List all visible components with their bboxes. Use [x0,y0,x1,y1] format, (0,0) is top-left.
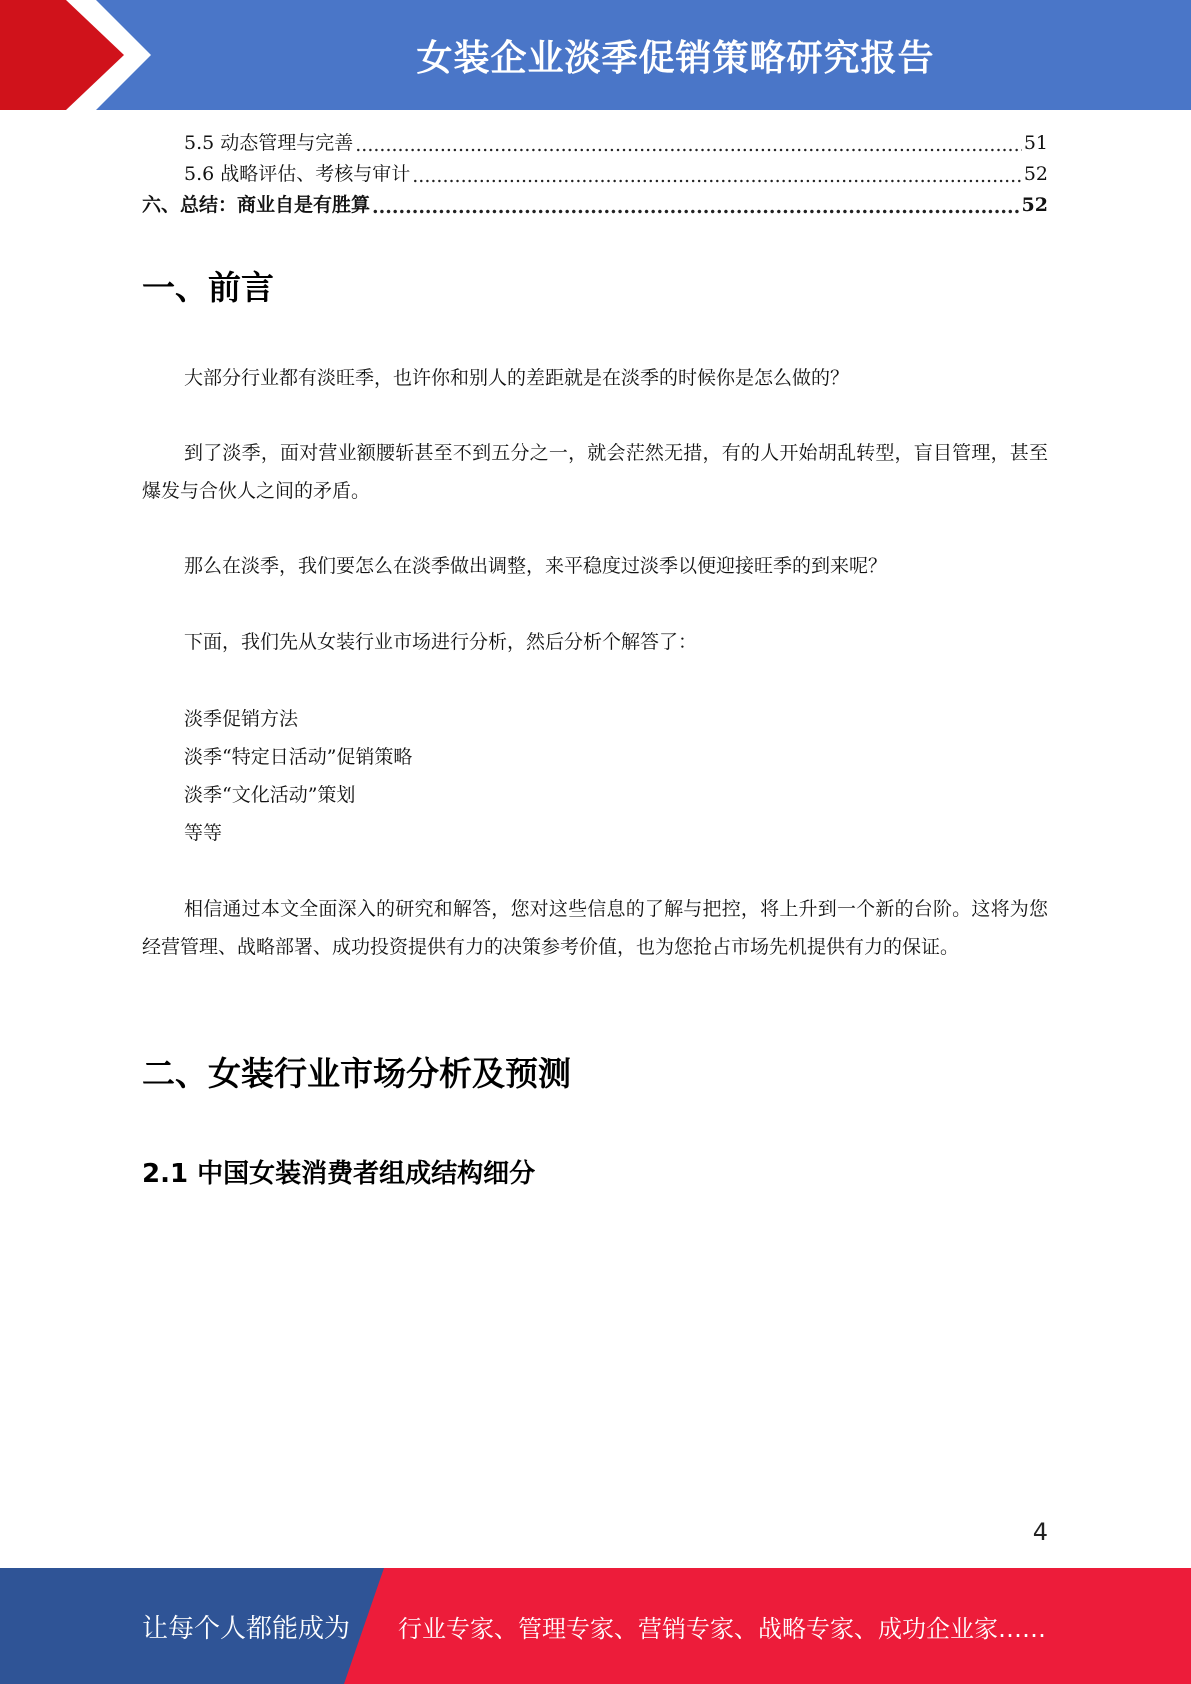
toc-entry[interactable] [142,128,1048,159]
toc-entry-page: 52 [1021,194,1048,216]
section-heading: 一、前言 [142,268,274,307]
list-item: 淡季促销方法 [184,708,299,730]
toc-leader-dots [372,194,1020,221]
toc-entry[interactable] [142,190,1048,221]
header-chevron-decoration [0,0,260,110]
paragraph: 大部分行业都有淡旺季，也许你和别人的差距就是在淡季的时候你是怎么做的？ [184,367,850,389]
subsection-heading: 2.1 中国女装消费者组成结构细分 [142,1159,536,1189]
page-number: 4 [1032,1518,1048,1546]
toc-entry-page: 52 [1023,163,1048,185]
paragraph: 那么在淡季，我们要怎么在淡季做出调整，来平稳度过淡季以便迎接旺季的到来呢？ [184,555,888,577]
table-of-contents [142,128,1048,221]
paragraph: 相信通过本文全面深入的研究和解答，您对这些信息的了解与把控，将上升到一个新的台阶。这将为您经营管理、战略部署、成功投资提供有力的决策参考价值，也为您抢占市场先机提供有力的保证。 [142,898,1048,958]
toc-entry[interactable] [142,159,1048,190]
toc-entry-label: 5.5 动态管理与完善 [184,132,354,154]
report-title: 女装企业淡季促销策略研究报告 [416,37,935,79]
footer-slogan-lead: 让每个人都能成为 [142,1613,351,1644]
page-header [0,0,1191,110]
page-footer [0,1568,1191,1684]
list-item: 淡季“文化活动”策划 [184,784,356,806]
footer-slogan: 行业专家、管理专家、营销专家、战略专家、成功企业家…… [398,1614,1046,1643]
paragraph: 到了淡季，面对营业额腰斩甚至不到五分之一，就会茫然无措，有的人开始胡乱转型，盲目管理，甚至爆发与合伙人之间的矛盾。 [142,442,1048,502]
toc-leader-dots [355,132,1022,159]
toc-entry-label: 六、总结：商业自是有胜算 [142,194,371,216]
section-heading: 二、女装行业市场分析及预测 [142,1054,571,1093]
list-item: 等等 [184,822,223,844]
toc-entry-page: 51 [1023,132,1048,154]
toc-entry-label: 5.6 战略评估、考核与审计 [184,163,411,185]
topic-list [184,700,412,852]
list-item: 淡季“特定日活动”促销策略 [184,746,413,768]
toc-leader-dots [412,163,1022,190]
paragraph: 下面，我们先从女装行业市场进行分析，然后分析个解答了： [184,631,698,653]
